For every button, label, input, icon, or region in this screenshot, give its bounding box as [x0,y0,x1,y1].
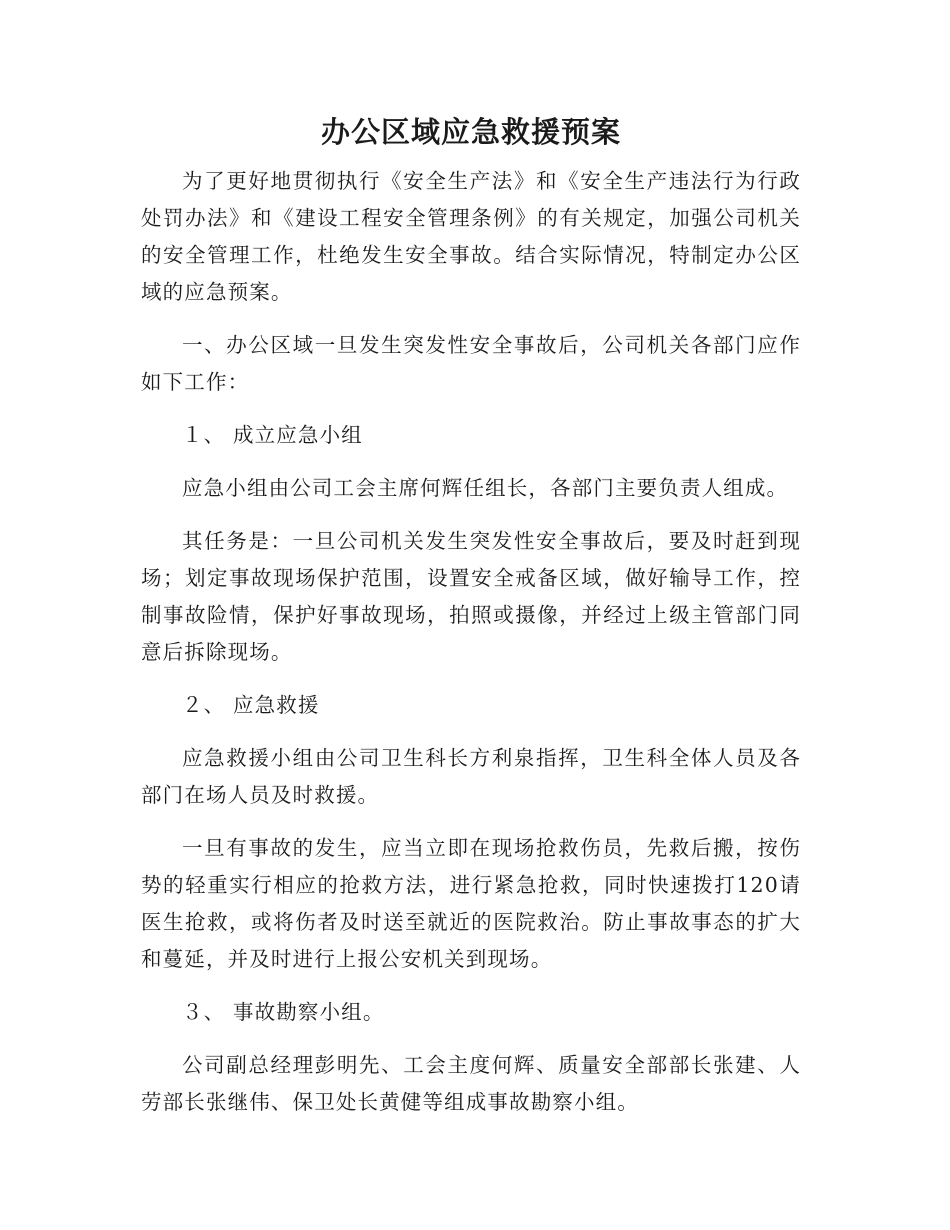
section-one-paragraph: 一、办公区域一旦发生突发性安全事故后，公司机关各部门应作如下工作： [141,333,801,394]
document-title: 办公区域应急救援预案 [320,115,621,149]
item-2-heading: ２、 应急救援 [182,693,320,717]
investigation-team-paragraph: 公司副总经理彭明先、工会主度何辉、质量安全部部长张建、人劳部长张继伟、保卫处长黄健等组成事故勘察小组。 [141,1053,801,1114]
item-1-heading: １、 成立应急小组 [182,423,363,447]
emergency-team-paragraph: 应急小组由公司工会主席何辉任组长，各部门主要负责人组成。 [182,476,789,500]
document-body [141,163,801,1137]
intro-paragraph: 为了更好地贯彻执行《安全生产法》和《安全生产违法行为行政处罚办法》和《建设工程安全管理条例》的有关规定，加强公司机关的安全管理工作，杜绝发生安全事故。结合实际情况，特制定办公区域的应急预案。 [141,169,801,304]
rescue-procedure-paragraph: 一旦有事故的发生，应当立即在现场抢救伤员，先救后搬，按伤势的轻重实行相应的抢救方法，进行紧急抢救，同时快速拨打120请医生抢救，或将伤者及时送至就近的医院救治。防止事故事态的扩大和蔓延，并及时进行上报公安机关到现场。 [141,836,801,971]
team-task-paragraph: 其任务是：一旦公司机关发生突发性安全事故后，要及时赶到现场；划定事故现场保护范围，设置安全戒备区域，做好输导工作，控制事故险情，保护好事故现场，拍照或摄像，并经过上级主管部门同意后拆除现场。 [141,529,801,664]
item-3-heading: ３、 事故勘察小组。 [182,1000,385,1024]
rescue-team-paragraph: 应急救援小组由公司卫生科长方利泉指挥，卫生科全体人员及各部门在场人员及时救援。 [141,746,801,807]
